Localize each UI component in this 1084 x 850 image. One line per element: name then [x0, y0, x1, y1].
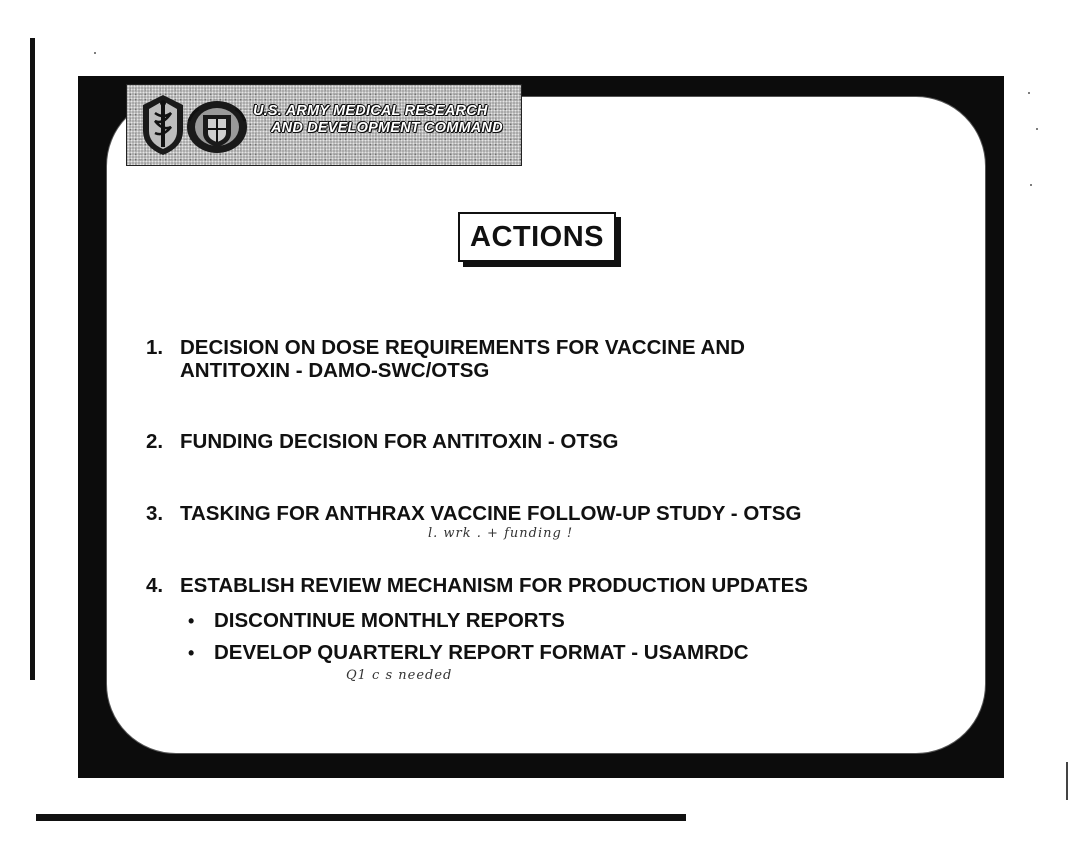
scan-speck — [94, 52, 96, 54]
action-text: FUNDING DECISION FOR ANTITOXIN - OTSG — [180, 430, 619, 453]
action-text: ESTABLISH REVIEW MECHANISM FOR PRODUCTION UPDATES — [180, 574, 808, 597]
slide-title-box — [458, 212, 616, 262]
action-number: 3. — [146, 502, 164, 525]
header-banner — [126, 84, 522, 166]
action-text: DECISION ON DOSE REQUIREMENTS FOR VACCINE AND — [180, 336, 745, 359]
scan-speck — [1036, 128, 1038, 130]
bullet-icon: • — [188, 611, 195, 631]
list-item — [146, 502, 946, 525]
action-number: 1. — [146, 336, 164, 359]
action-number: 2. — [146, 430, 164, 453]
sub-item-text: DEVELOP QUARTERLY REPORT FORMAT - USAMRDC — [214, 641, 749, 664]
organization-name — [253, 103, 515, 137]
sub-list-item — [188, 641, 749, 665]
slide-title: ACTIONS — [470, 220, 604, 253]
list-item — [146, 430, 946, 453]
organization-name-line-2: AND DEVELOPMENT COMMAND — [271, 120, 503, 136]
action-text-continuation: ANTITOXIN - DAMO-SWC/OTSG — [180, 359, 490, 382]
action-number: 4. — [146, 574, 164, 597]
list-item — [146, 574, 946, 597]
action-text: TASKING FOR ANTHRAX VACCINE FOLLOW-UP STUDY - OTSG — [180, 502, 802, 525]
left-margin-rule — [30, 38, 35, 680]
scan-speck — [1030, 184, 1032, 186]
handwritten-note: l. wrk . + funding ! — [428, 526, 574, 541]
bottom-margin-rule — [36, 814, 686, 821]
organization-name-line-1: U.S. ARMY MEDICAL RESEARCH — [253, 103, 488, 119]
scan-speck — [1028, 92, 1030, 94]
army-medical-emblem-icon — [137, 91, 249, 157]
handwritten-note: Q1 c s needed — [346, 668, 453, 683]
right-margin-mark — [1066, 762, 1068, 800]
bullet-icon: • — [188, 643, 195, 663]
sub-item-text: DISCONTINUE MONTHLY REPORTS — [214, 609, 565, 632]
sub-list-item — [188, 609, 565, 633]
list-item — [146, 336, 946, 382]
